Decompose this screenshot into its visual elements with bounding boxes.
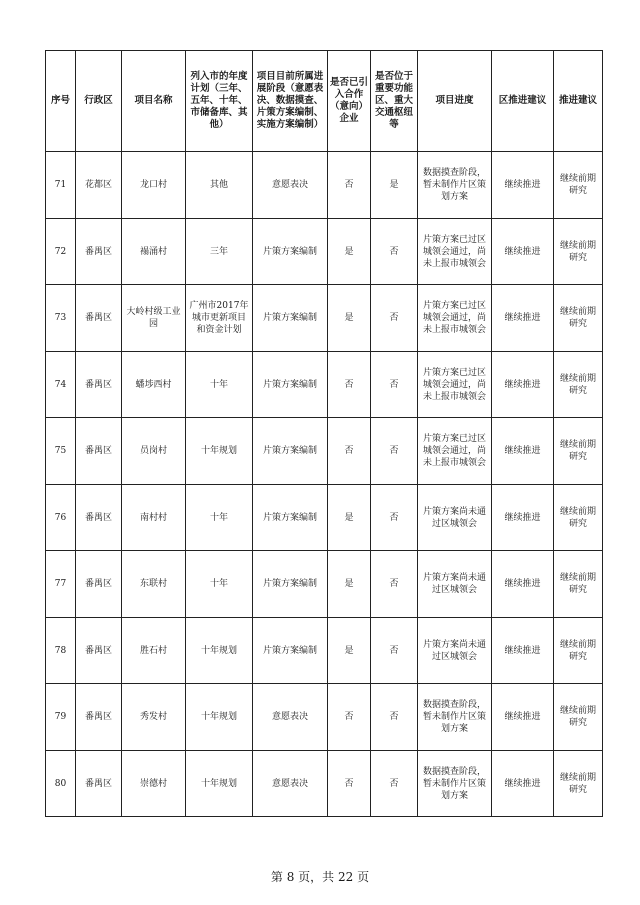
cell-district: 番禺区 <box>76 618 122 684</box>
table-row <box>46 751 603 817</box>
cell-index: 80 <box>46 751 76 817</box>
cell-project-name: 东联村 <box>122 551 186 618</box>
cell-district-suggestion: 继续推进 <box>492 551 554 618</box>
cell-partner: 否 <box>328 152 371 219</box>
cell-index: 71 <box>46 152 76 219</box>
cell-key-area: 否 <box>371 751 418 817</box>
cell-partner: 是 <box>328 285 371 352</box>
cell-index: 72 <box>46 219 76 285</box>
table-row <box>46 684 603 751</box>
cell-key-area: 否 <box>371 418 418 485</box>
cell-suggestion: 继续前期研究 <box>554 152 603 219</box>
cell-index: 74 <box>46 352 76 418</box>
cell-partner: 否 <box>328 684 371 751</box>
cell-suggestion: 继续前期研究 <box>554 418 603 485</box>
header-district: 行政区 <box>76 51 122 152</box>
cell-suggestion: 继续前期研究 <box>554 285 603 352</box>
table-row <box>46 418 603 485</box>
header-stage: 项目目前所属进展阶段（意愿表决、数据摸查、片策方案编制、实施方案编制） <box>253 51 328 152</box>
cell-project-name: 褟涌村 <box>122 219 186 285</box>
cell-key-area: 是 <box>371 152 418 219</box>
cell-progress: 片策方案已过区城领会通过，尚未上报市城领会 <box>418 418 492 485</box>
cell-index: 76 <box>46 485 76 551</box>
cell-suggestion: 继续前期研究 <box>554 352 603 418</box>
cell-suggestion: 继续前期研究 <box>554 684 603 751</box>
cell-district-suggestion: 继续推进 <box>492 751 554 817</box>
table-row <box>46 219 603 285</box>
cell-annual-plan: 十年规划 <box>186 684 253 751</box>
cell-key-area: 否 <box>371 551 418 618</box>
cell-district-suggestion: 继续推进 <box>492 618 554 684</box>
cell-project-name: 员岗村 <box>122 418 186 485</box>
cell-district: 番禺区 <box>76 352 122 418</box>
cell-project-name: 龙口村 <box>122 152 186 219</box>
cell-annual-plan: 十年 <box>186 485 253 551</box>
cell-district: 番禺区 <box>76 684 122 751</box>
header-project-name: 项目名称 <box>122 51 186 152</box>
cell-progress: 片策方案尚未通过区城领会 <box>418 618 492 684</box>
cell-partner: 否 <box>328 418 371 485</box>
header-partner: 是否已引入合作（意向）企业 <box>328 51 371 152</box>
cell-stage: 片策方案编制 <box>253 618 328 684</box>
cell-stage: 意愿表决 <box>253 751 328 817</box>
cell-district: 番禺区 <box>76 285 122 352</box>
header-district-suggestion: 区推进建议 <box>492 51 554 152</box>
cell-progress: 数据摸查阶段，暂未制作片区策划方案 <box>418 751 492 817</box>
cell-suggestion: 继续前期研究 <box>554 618 603 684</box>
cell-annual-plan: 三年 <box>186 219 253 285</box>
cell-stage: 片策方案编制 <box>253 551 328 618</box>
table-body <box>46 152 603 817</box>
header-key-area: 是否位于重要功能区、重大交通枢纽等 <box>371 51 418 152</box>
cell-project-name: 蟠埗西村 <box>122 352 186 418</box>
cell-partner: 否 <box>328 352 371 418</box>
cell-district-suggestion: 继续推进 <box>492 485 554 551</box>
cell-district: 花都区 <box>76 152 122 219</box>
cell-progress: 片策方案尚未通过区城领会 <box>418 551 492 618</box>
cell-district-suggestion: 继续推进 <box>492 352 554 418</box>
cell-progress: 数据摸查阶段，暂未制作片区策划方案 <box>418 684 492 751</box>
cell-key-area: 否 <box>371 618 418 684</box>
cell-stage: 片策方案编制 <box>253 219 328 285</box>
cell-project-name: 崇德村 <box>122 751 186 817</box>
project-table-container <box>45 50 602 817</box>
cell-key-area: 否 <box>371 219 418 285</box>
cell-key-area: 否 <box>371 352 418 418</box>
cell-progress: 片策方案尚未通过区城领会 <box>418 485 492 551</box>
cell-partner: 是 <box>328 618 371 684</box>
cell-partner: 是 <box>328 485 371 551</box>
table-row <box>46 152 603 219</box>
header-index: 序号 <box>46 51 76 152</box>
table-row <box>46 485 603 551</box>
cell-annual-plan: 十年规划 <box>186 418 253 485</box>
cell-district-suggestion: 继续推进 <box>492 219 554 285</box>
cell-stage: 片策方案编制 <box>253 418 328 485</box>
table-row <box>46 551 603 618</box>
cell-district: 番禺区 <box>76 219 122 285</box>
cell-district-suggestion: 继续推进 <box>492 152 554 219</box>
cell-progress: 片策方案已过区城领会通过，尚未上报市城领会 <box>418 285 492 352</box>
cell-partner: 是 <box>328 551 371 618</box>
cell-stage: 片策方案编制 <box>253 352 328 418</box>
cell-district: 番禺区 <box>76 751 122 817</box>
header-progress: 项目进度 <box>418 51 492 152</box>
cell-stage: 片策方案编制 <box>253 285 328 352</box>
project-table <box>45 50 603 817</box>
header-suggestion: 推进建议 <box>554 51 603 152</box>
cell-key-area: 否 <box>371 485 418 551</box>
cell-project-name: 秀发村 <box>122 684 186 751</box>
cell-partner: 是 <box>328 219 371 285</box>
cell-progress: 片策方案已过区城领会通过，尚未上报市城领会 <box>418 352 492 418</box>
cell-district: 番禺区 <box>76 418 122 485</box>
cell-annual-plan: 其他 <box>186 152 253 219</box>
table-row <box>46 352 603 418</box>
cell-partner: 否 <box>328 751 371 817</box>
cell-district: 番禺区 <box>76 485 122 551</box>
cell-project-name: 大岭村级工业园 <box>122 285 186 352</box>
cell-progress: 片策方案已过区城领会通过，尚未上报市城领会 <box>418 219 492 285</box>
cell-index: 77 <box>46 551 76 618</box>
page-number: 第 8 页，共 22 页 <box>270 870 370 884</box>
cell-stage: 意愿表决 <box>253 684 328 751</box>
cell-project-name: 胜石村 <box>122 618 186 684</box>
cell-suggestion: 继续前期研究 <box>554 219 603 285</box>
cell-district-suggestion: 继续推进 <box>492 285 554 352</box>
cell-annual-plan: 十年规划 <box>186 751 253 817</box>
cell-stage: 片策方案编制 <box>253 485 328 551</box>
table-row <box>46 618 603 684</box>
cell-index: 78 <box>46 618 76 684</box>
table-header-row <box>46 51 603 152</box>
cell-annual-plan: 十年 <box>186 551 253 618</box>
cell-index: 75 <box>46 418 76 485</box>
cell-district: 番禺区 <box>76 551 122 618</box>
cell-annual-plan: 十年规划 <box>186 618 253 684</box>
header-annual-plan: 列入市的年度计划（三年、五年、十年、市储备库、其他） <box>186 51 253 152</box>
cell-annual-plan: 十年 <box>186 352 253 418</box>
cell-suggestion: 继续前期研究 <box>554 485 603 551</box>
cell-annual-plan: 广州市2017年城市更新项目和资金计划 <box>186 285 253 352</box>
cell-key-area: 否 <box>371 684 418 751</box>
cell-district-suggestion: 继续推进 <box>492 684 554 751</box>
cell-index: 79 <box>46 684 76 751</box>
cell-key-area: 否 <box>371 285 418 352</box>
cell-suggestion: 继续前期研究 <box>554 751 603 817</box>
cell-stage: 意愿表决 <box>253 152 328 219</box>
cell-index: 73 <box>46 285 76 352</box>
cell-project-name: 南村村 <box>122 485 186 551</box>
cell-district-suggestion: 继续推进 <box>492 418 554 485</box>
cell-progress: 数据摸查阶段，暂未制作片区策划方案 <box>418 152 492 219</box>
table-row <box>46 285 603 352</box>
cell-suggestion: 继续前期研究 <box>554 551 603 618</box>
